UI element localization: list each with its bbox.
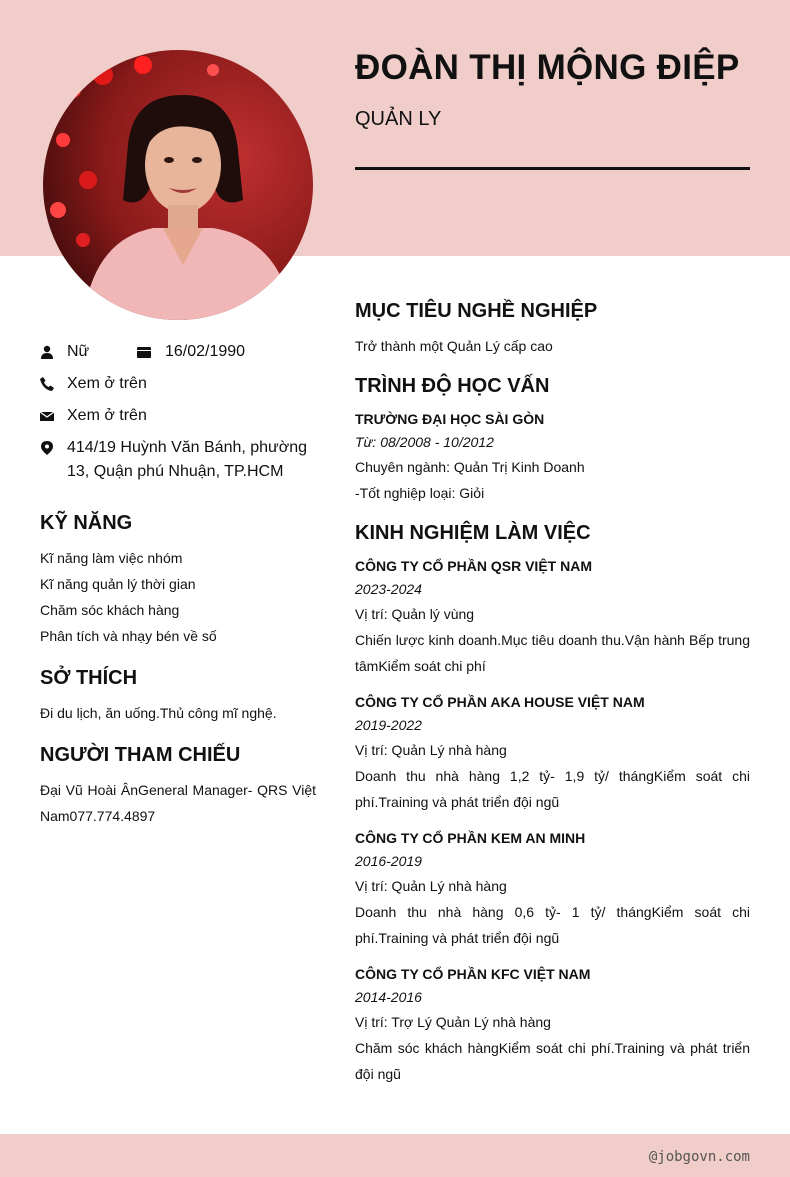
objective-text: Trở thành một Quản Lý cấp cao (355, 338, 553, 354)
job-role: Vị trí: Quản Lý nhà hàng (355, 742, 507, 758)
skill-item: Kĩ năng làm việc nhóm (40, 550, 183, 566)
job-period: 2014-2016 (355, 989, 422, 1005)
profile-photo (43, 50, 313, 320)
dob-text: 16/02/1990 (165, 343, 246, 360)
job-role: Vị trí: Quản lý vùng (355, 606, 475, 622)
experience-heading: KINH NGHIỆM LÀM VIỆC (355, 522, 591, 544)
job-entry (355, 555, 750, 679)
job-description: Chăm sóc khách hàngKiểm soát chi phí.Training và phát triển đội ngũ (355, 1040, 750, 1082)
skill-item: Chăm sóc khách hàng (40, 602, 180, 618)
references-text: Đại Vũ Hoài ÂnGeneral Manager- QRS Việt Nam077.774.4897 (40, 782, 316, 824)
company-name: CÔNG TY CỔ PHẦN KFC VIỆT NAM (355, 966, 591, 982)
address-row (40, 436, 316, 484)
job-period: 2016-2019 (355, 853, 422, 869)
address-text: 414/19 Huỳnh Văn Bánh, phường 13, Quận phú Nhuận, TP.HCM (67, 439, 308, 480)
job-role: Vị trí: Quản Lý nhà hàng (355, 878, 507, 894)
phone-row (40, 372, 316, 396)
company-name: CÔNG TY CỔ PHẦN KEM AN MINH (355, 830, 586, 846)
skills-heading: KỸ NĂNG (40, 512, 133, 534)
education-grade: -Tốt nghiệp loại: Giỏi (355, 485, 485, 501)
job-description: Chiến lược kinh doanh.Mục tiêu doanh thu.Vận hành Bếp trung tâmKiểm soát chi phí (355, 632, 750, 674)
objective-heading: MỤC TIÊU NGHỀ NGHIỆP (355, 300, 598, 322)
phone-text: Xem ở trên (67, 375, 147, 392)
hobbies-heading: SỞ THÍCH (40, 667, 138, 689)
education-heading: TRÌNH ĐỘ HỌC VẤN (355, 375, 550, 397)
location-pin-icon (40, 436, 54, 460)
skill-item: Kĩ năng quản lý thời gian (40, 576, 196, 592)
gender-text: Nữ (67, 343, 90, 360)
job-entry (355, 827, 750, 951)
job-description: Doanh thu nhà hàng 1,2 tỷ- 1,9 tỷ/ thángKiểm soát chi phí.Training và phát triển đội ngũ (355, 768, 750, 810)
left-column (40, 340, 316, 829)
references-heading: NGƯỜI THAM CHIẾU (40, 744, 241, 766)
school-name: TRƯỜNG ĐẠI HỌC SÀI GÒN (355, 411, 545, 427)
job-period: 2023-2024 (355, 581, 422, 597)
calendar-icon (136, 340, 152, 364)
watermark: @jobgovn.com (648, 1149, 750, 1165)
job-entry (355, 691, 750, 815)
job-period: 2019-2022 (355, 717, 422, 733)
person-icon (40, 340, 54, 364)
email-row (40, 404, 316, 428)
gender-dob-row (40, 340, 316, 364)
mail-icon (40, 404, 54, 428)
candidate-name: ĐOÀN THỊ MỘNG ĐIỆP (355, 48, 740, 87)
education-major: Chuyên ngành: Quản Trị Kinh Doanh (355, 459, 585, 475)
hobbies-text: Đi du lịch, ăn uống.Thủ công mĩ nghệ. (40, 705, 277, 721)
education-period: Từ: 08/2008 - 10/2012 (355, 434, 494, 450)
right-column (355, 300, 750, 1087)
job-role: Vị trí: Trợ Lý Quản Lý nhà hàng (355, 1014, 551, 1030)
job-title: QUẢN LY (355, 108, 442, 130)
phone-icon (40, 372, 54, 396)
job-description: Doanh thu nhà hàng 0,6 tỷ- 1 tỷ/ thángKiểm soát chi phí.Training và phát triển đội ngũ (355, 904, 750, 946)
skill-item: Phân tích và nhạy bén về số (40, 628, 217, 644)
email-text: Xem ở trên (67, 407, 147, 424)
header-divider (355, 167, 750, 170)
company-name: CÔNG TY CỔ PHẦN AKA HOUSE VIỆT NAM (355, 694, 645, 710)
company-name: CÔNG TY CỔ PHẦN QSR VIỆT NAM (355, 558, 592, 574)
job-entry (355, 963, 750, 1087)
